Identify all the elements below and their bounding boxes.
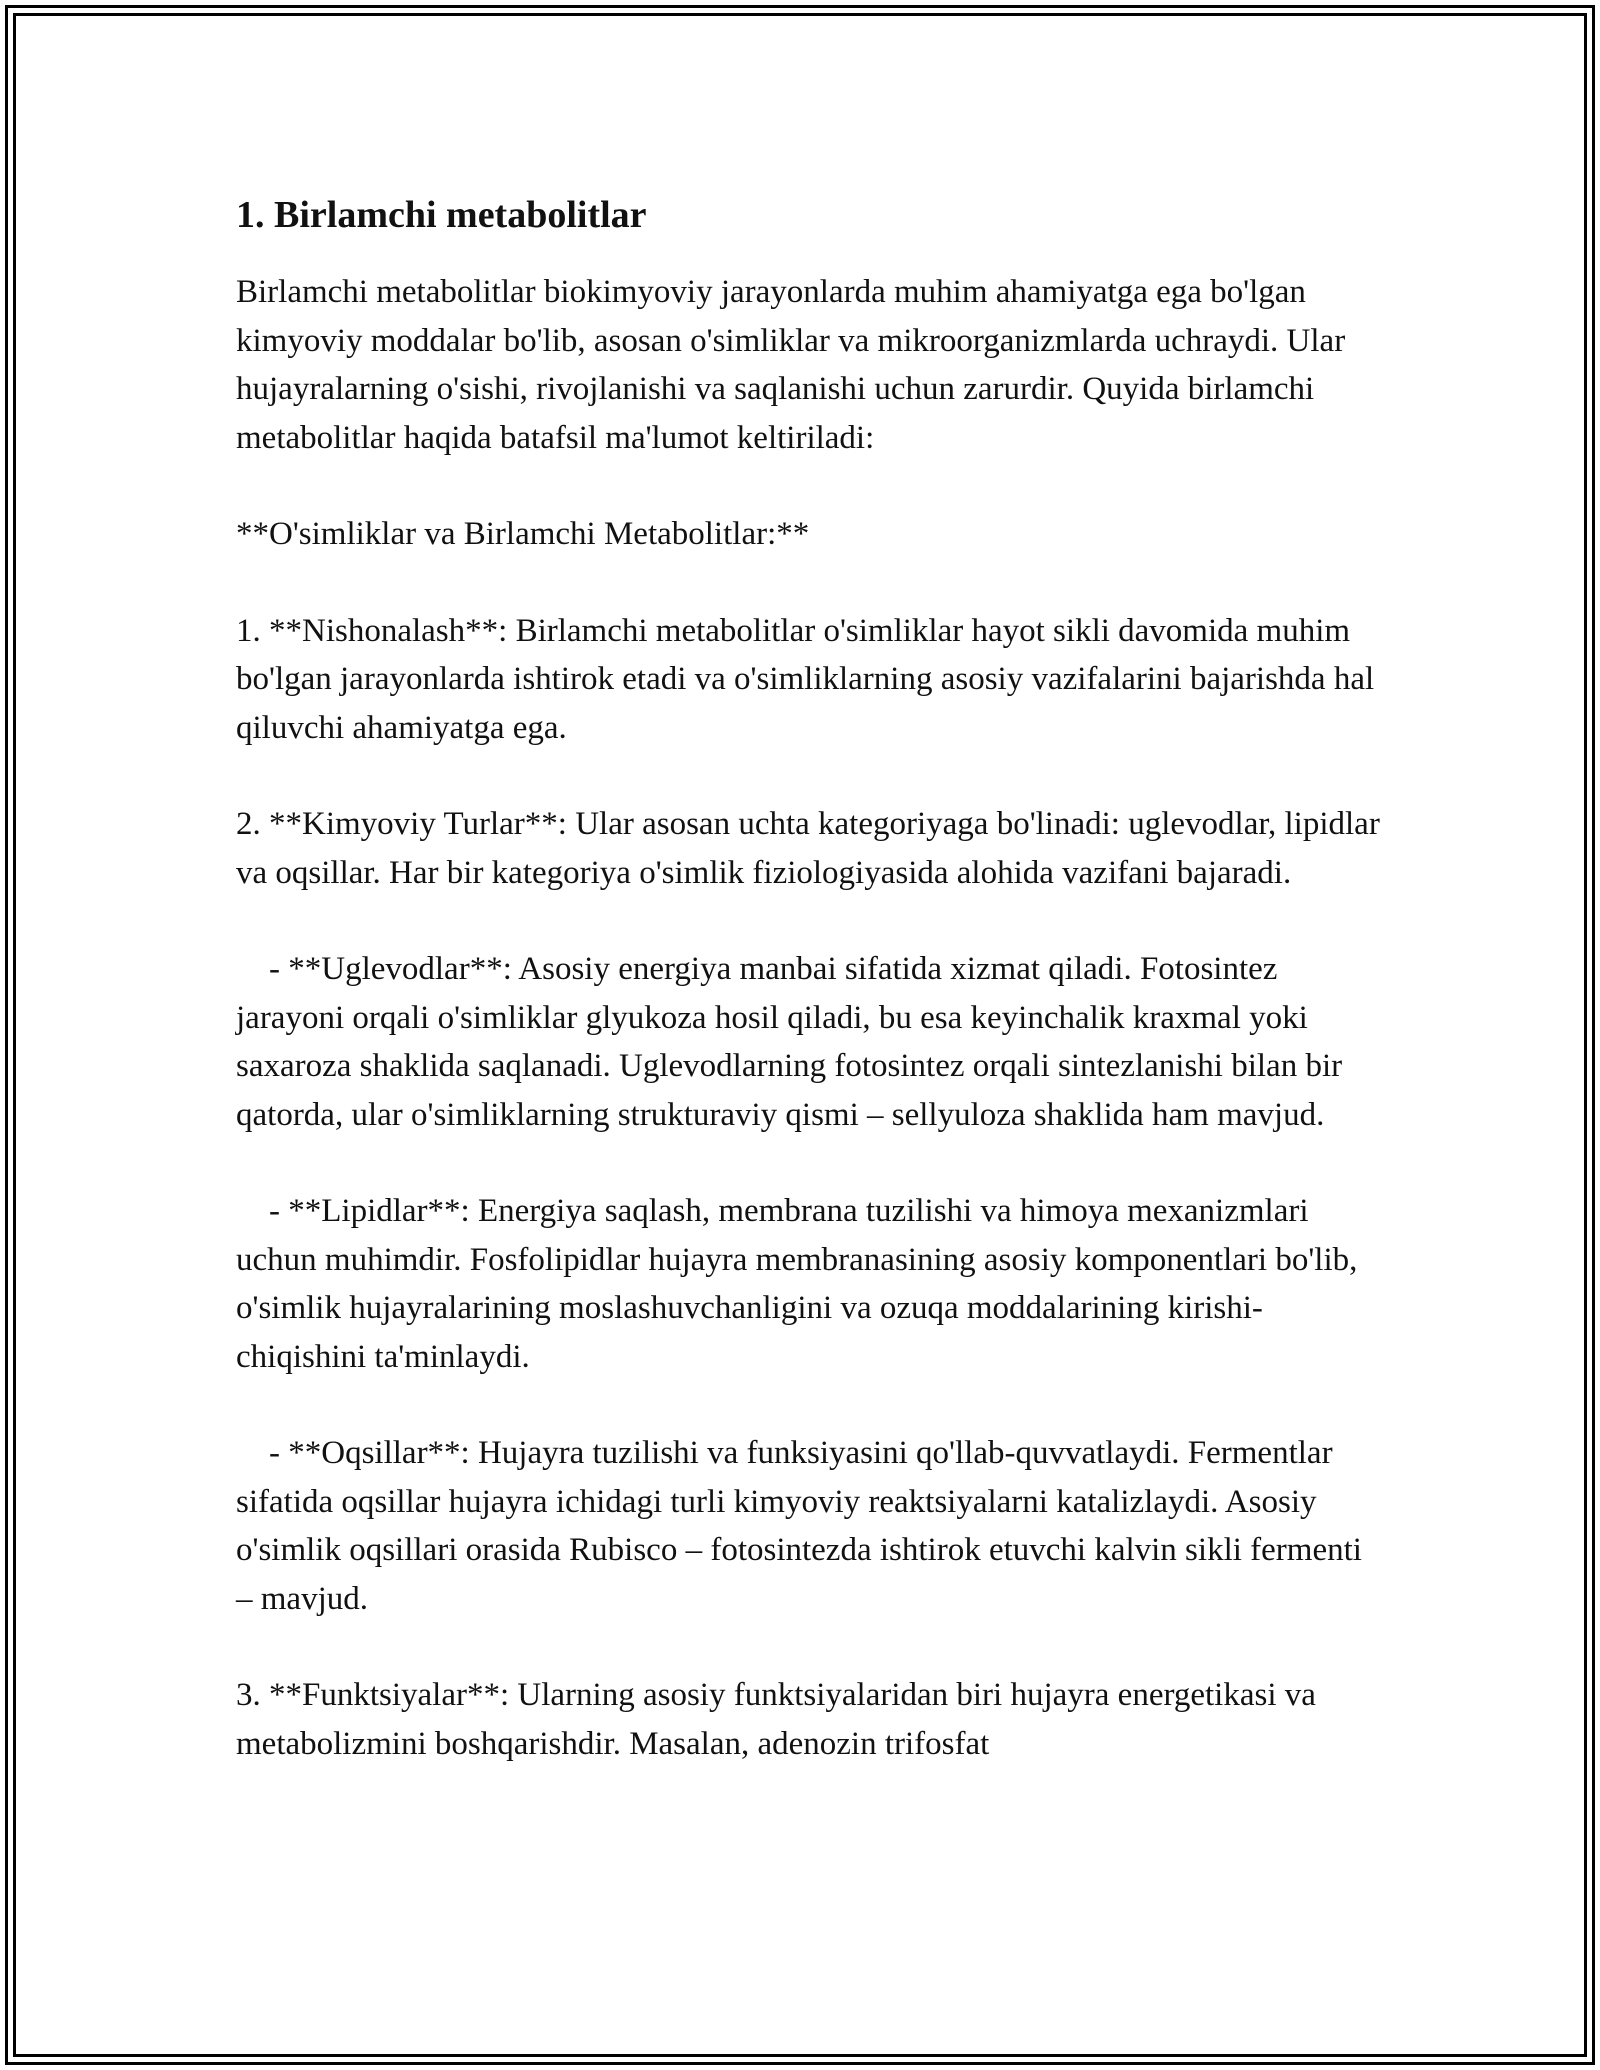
document-body bbox=[236, 188, 1386, 1768]
list-item-nishonalash: 1. **Nishonalash**: Birlamchi metabolitlar o'simliklar hayot sikli davomida muhim bo'lgan jarayonlarda ishtirok etadi va o'simliklarning asosiy vazifalarini bajarishda hal qiluvchi ahamiyatga ega. bbox=[236, 612, 1375, 746]
sub-item-oqsillar: - **Oqsillar**: Hujayra tuzilishi va funksiyasini qo'llab-quvvatlaydi. Fermentlar sifatida oqsillar hujayra ichidagi turli kimyoviy reaktsiyalarni katalizlaydi. Asosiy o'simlik oqsillari orasida Rubisco – fotosintezda ishtirok etuvchi kalvin sikli fermenti – mavjud. bbox=[236, 1435, 1371, 1617]
list-item-funktsiyalar: 3. **Funktsiyalar**: Ularning asosiy funktsiyalaridan biri hujayra energetikasi va metabolizmini boshqarishdir. Masalan, adenozin trifosfat bbox=[236, 1677, 1316, 1762]
section-heading: 1. Birlamchi metabolitlar bbox=[236, 194, 647, 236]
sub-item-lipidlar: - **Lipidlar**: Energiya saqlash, membrana tuzilishi va himoya mexanizmlari uchun muhimdir. Fosfolipidlar hujayra membranasining asosiy komponentlari bo'lib, o'simlik hujayralarining moslashuvchanligini va ozuqa moddalarining kirishi-chiqishini ta'minlaydi. bbox=[236, 1193, 1366, 1375]
sub-item-uglevodlar: - **Uglevodlar**: Asosiy energiya manbai sifatida xizmat qiladi. Fotosintez jarayoni orqali o'simliklar glyukoza hosil qiladi, bu esa keyinchalik kraxmal yoki saxaroza shaklida saqlanadi. Uglevodlarning fotosintez orqali sintezlanishi bilan bir qatorda, ular o'simliklarning strukturaviy qismi – sellyuloza shaklida ham mavjud. bbox=[236, 951, 1351, 1133]
intro-paragraph: Birlamchi metabolitlar biokimyoviy jarayonlarda muhim ahamiyatga ega bo'lgan kimyoviy moddalar bo'lib, asosan o'simliklar va mikroorganizmlarda uchraydi. Ular hujayralarning o'sishi, rivojlanishi va saqlanishi uchun zarurdir. Quyida birlamchi metabolitlar haqida batafsil ma'lumot keltiriladi: bbox=[236, 274, 1346, 456]
list-item-kimyoviy-turlar: 2. **Kimyoviy Turlar**: Ular asosan uchta kategoriyaga bo'linadi: uglevodlar, lipidlar va oqsillar. Har bir kategoriya o'simlik fiziologiyasida alohida vazifani bajaradi. bbox=[236, 806, 1380, 891]
subheading-paragraph: **O'simliklar va Birlamchi Metabolitlar:** bbox=[236, 516, 810, 552]
